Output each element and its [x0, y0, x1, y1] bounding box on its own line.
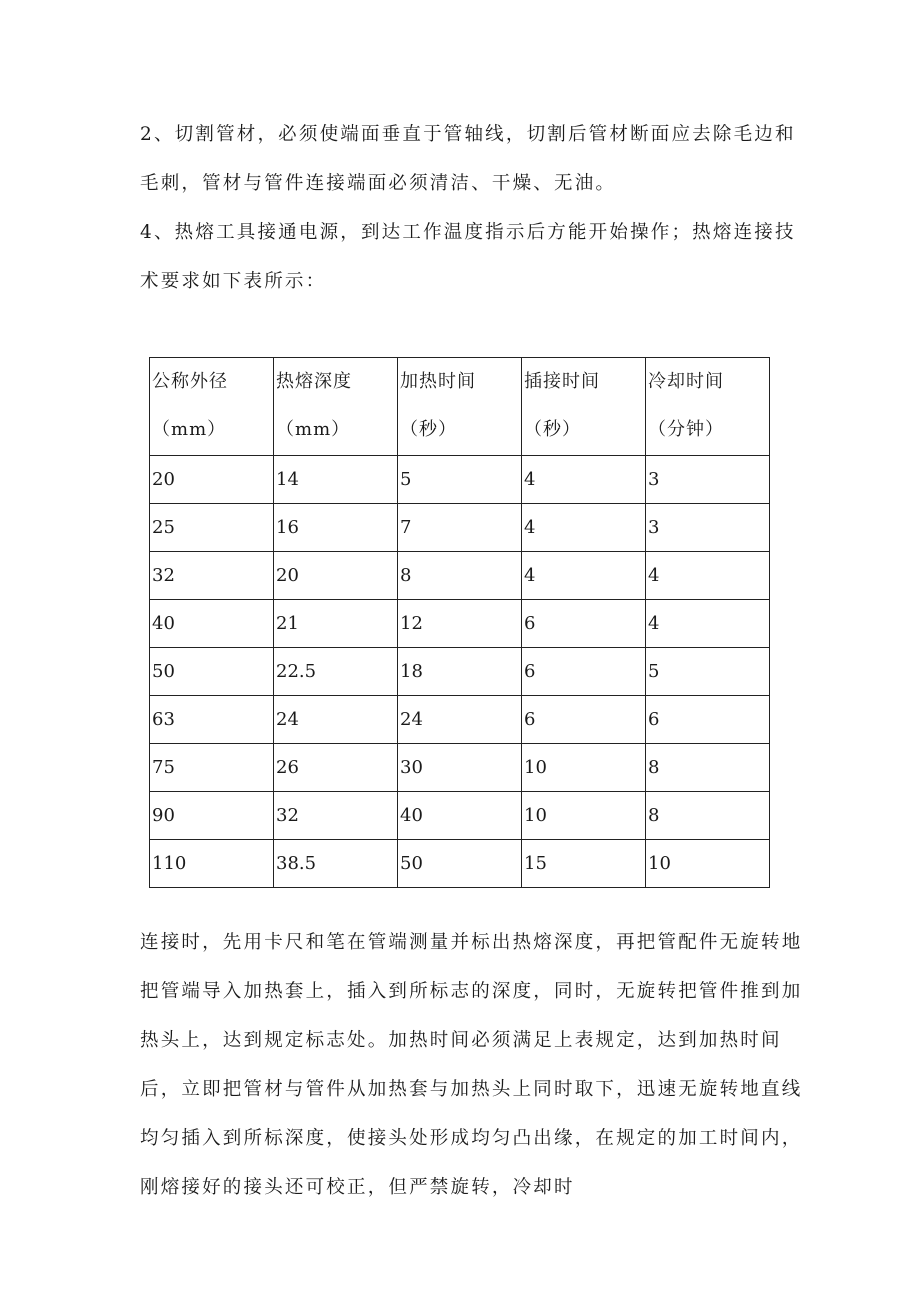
table-cell: 24 — [274, 696, 398, 744]
header-insertion-time — [522, 358, 646, 456]
table-cell: 50 — [398, 840, 522, 888]
table-row — [150, 696, 770, 744]
table-cell: 8 — [398, 552, 522, 600]
header-unit: （mm） — [152, 419, 227, 440]
table-cell: 38.5 — [274, 840, 398, 888]
table-row — [150, 840, 770, 888]
table-cell: 32 — [274, 792, 398, 840]
table-cell: 21 — [274, 600, 398, 648]
header-unit: （秒） — [400, 419, 457, 440]
table-cell: 30 — [398, 744, 522, 792]
table-cell: 6 — [646, 696, 770, 744]
table-cell: 10 — [522, 744, 646, 792]
table-cell: 4 — [522, 504, 646, 552]
table-cell: 26 — [274, 744, 398, 792]
table-cell: 5 — [398, 456, 522, 504]
header-unit: （秒） — [524, 419, 581, 440]
table-header-row — [150, 358, 770, 456]
table-cell: 14 — [274, 456, 398, 504]
table-cell: 6 — [522, 648, 646, 696]
table-cell: 20 — [274, 552, 398, 600]
paragraph-cutting: 2、切割管材，必须使端面垂直于管轴线，切割后管材断面应去除毛边和毛刺，管材与管件连接端面必须清洁、干燥、无油。 — [140, 124, 796, 194]
header-heating-time — [398, 358, 522, 456]
table-row — [150, 600, 770, 648]
table-row — [150, 648, 770, 696]
table-cell: 3 — [646, 456, 770, 504]
header-label: 热熔深度 — [276, 371, 352, 392]
table-cell: 50 — [150, 648, 274, 696]
table-cell: 4 — [522, 552, 646, 600]
header-label: 加热时间 — [400, 371, 476, 392]
table-cell: 6 — [522, 696, 646, 744]
table-cell: 18 — [398, 648, 522, 696]
header-label: 公称外径 — [152, 371, 228, 392]
table-cell: 40 — [398, 792, 522, 840]
table-cell: 16 — [274, 504, 398, 552]
table-cell: 110 — [150, 840, 274, 888]
table-row — [150, 456, 770, 504]
table-cell: 4 — [522, 456, 646, 504]
table-cell: 22.5 — [274, 648, 398, 696]
hot-melt-spec-table — [149, 357, 770, 888]
header-melt-depth — [274, 358, 398, 456]
table-cell: 8 — [646, 792, 770, 840]
table-cell: 6 — [522, 600, 646, 648]
table-cell: 90 — [150, 792, 274, 840]
table-cell: 5 — [646, 648, 770, 696]
table-cell: 63 — [150, 696, 274, 744]
table-cell: 10 — [646, 840, 770, 888]
table-cell: 4 — [646, 600, 770, 648]
header-unit: （分钟） — [648, 419, 724, 440]
table-cell: 75 — [150, 744, 274, 792]
table-row — [150, 504, 770, 552]
table-cell: 15 — [522, 840, 646, 888]
table-cell: 4 — [646, 552, 770, 600]
table-cell: 10 — [522, 792, 646, 840]
table-cell: 12 — [398, 600, 522, 648]
header-nominal-diameter — [150, 358, 274, 456]
table-cell: 7 — [398, 504, 522, 552]
header-unit: （mm） — [276, 419, 351, 440]
table-row — [150, 744, 770, 792]
table-cell: 8 — [646, 744, 770, 792]
header-label: 插接时间 — [524, 371, 600, 392]
table-cell: 40 — [150, 600, 274, 648]
paragraph-connection-procedure: 连接时，先用卡尺和笔在管端测量并标出热熔深度，再把管配件无旋转地把管端导入加热套上，插入到所标志的深度，同时，无旋转把管件推到加热头上，达到规定标志处。加热时间必须满足上表规定，达到加热时间后，立即把管材与管件从加热套与加热头上同时取下，迅速无旋转地直线均匀插入到所标深度，使接头处形成均匀凸出缘，在规定的加工时间内，刚熔接好的接头还可校正，但严禁旋转，冷却时 — [140, 932, 803, 1198]
header-cooling-time — [646, 358, 770, 456]
table-cell: 24 — [398, 696, 522, 744]
table-row — [150, 552, 770, 600]
paragraph-heating-tool: 4、热熔工具接通电源，到达工作温度指示后方能开始操作；热熔连接技术要求如下表所示： — [140, 222, 796, 292]
table-cell: 25 — [150, 504, 274, 552]
header-label: 冷却时间 — [648, 371, 724, 392]
table-row — [150, 792, 770, 840]
table-cell: 3 — [646, 504, 770, 552]
table-cell: 32 — [150, 552, 274, 600]
table-cell: 20 — [150, 456, 274, 504]
